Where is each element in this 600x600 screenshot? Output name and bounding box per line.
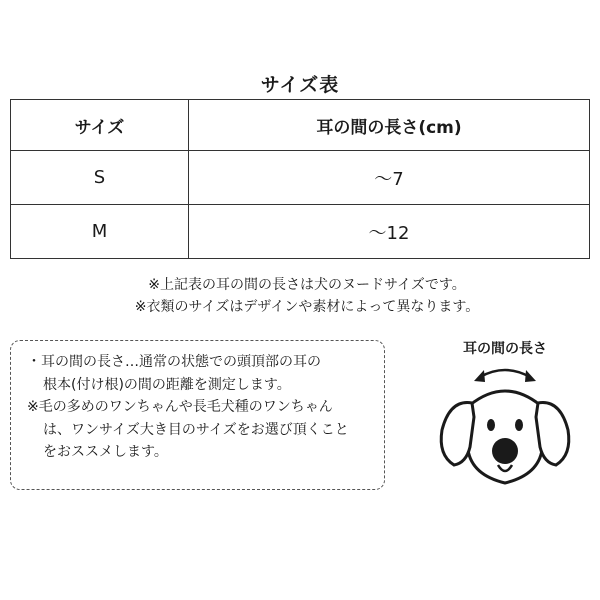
- info-line: は、ワンサイズ大き目のサイズをお選び頂くこと: [43, 421, 349, 438]
- table-header-row: [11, 100, 590, 151]
- dog-eye-right: [515, 419, 523, 431]
- info-line: ・耳の間の長さ…通常の状態での頭頂部の耳の: [27, 354, 321, 370]
- info-line: 根本(付け根)の間の距離を測定します。: [43, 376, 291, 393]
- info-line: をおススメします。: [43, 444, 168, 460]
- header-ear-length: 耳の間の長さ(cm): [189, 100, 590, 151]
- dog-head: [468, 391, 542, 483]
- cell-size: S: [11, 151, 189, 205]
- info-line: ※毛の多めのワンちゃんや長毛犬種のワンちゃん: [27, 399, 333, 415]
- cell-length: 〜7: [189, 151, 590, 205]
- page-title: サイズ表: [260, 74, 340, 96]
- info-box: [10, 340, 385, 490]
- table-row: [11, 151, 590, 205]
- cell-length: 〜12: [189, 205, 590, 259]
- dog-face-icon: [430, 355, 580, 495]
- arrow-head-right: [525, 370, 536, 382]
- dog-nose: [492, 438, 518, 464]
- cell-size: M: [11, 205, 189, 259]
- table-row: [11, 205, 590, 259]
- size-table: [10, 99, 590, 259]
- arrow-head-left: [474, 370, 485, 382]
- notes: [0, 274, 600, 318]
- note-line: ※衣類のサイズはデザインや素材によって異なります。: [134, 299, 480, 315]
- diagram-label: 耳の間の長さ: [463, 341, 547, 357]
- note-line: ※上記表の耳の間の長さは犬のヌードサイズです。: [148, 277, 466, 293]
- header-size: サイズ: [11, 100, 189, 151]
- dog-eye-left: [487, 419, 495, 431]
- measure-arc: [480, 370, 530, 377]
